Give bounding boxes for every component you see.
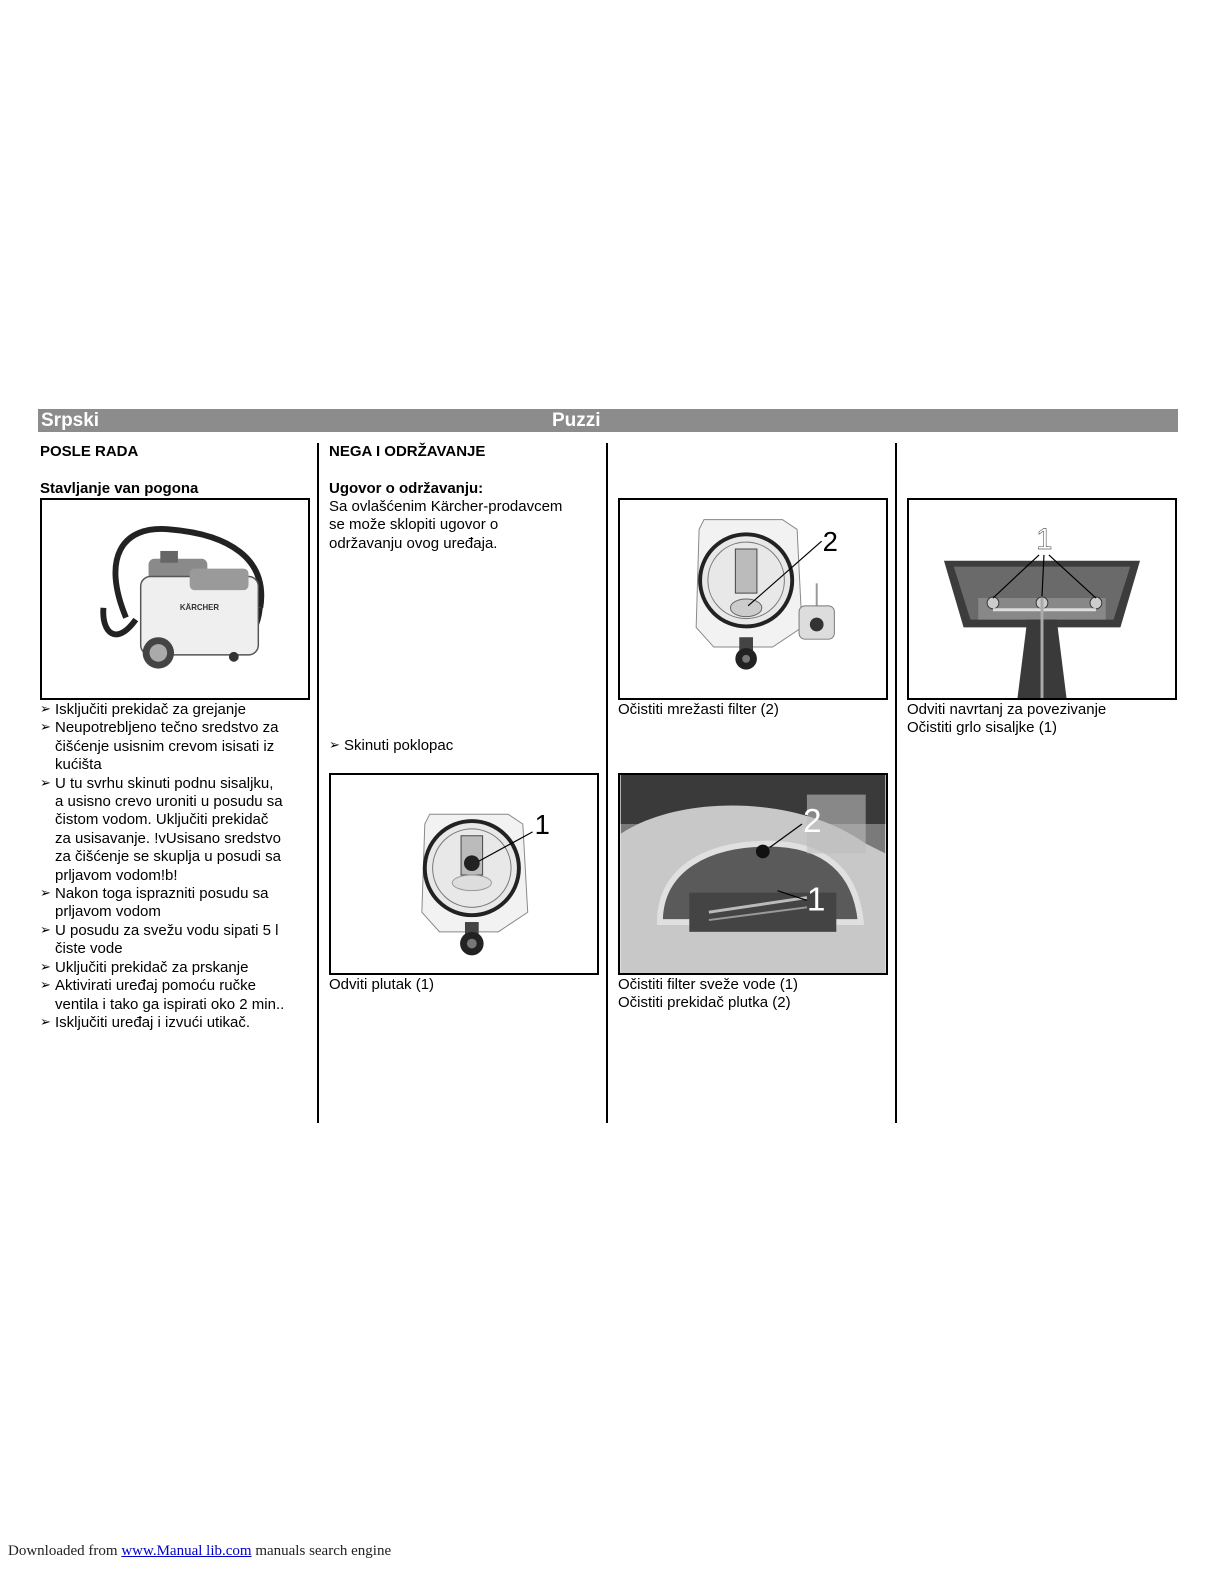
contract-text-line: se može sklopiti ugovor o [329,516,499,534]
callout-number: 2 [802,802,822,840]
column-divider [895,443,897,1123]
figure-float-unscrew [329,773,599,975]
figure-mesh-filter [618,498,888,700]
callout-number: 2 [822,525,838,557]
figure-nozzle [907,498,1177,700]
list-item [40,959,310,977]
figure-caption-line: Očistiti grlo sisaljke (1) [907,719,1058,737]
footer-prefix: Downloaded from [8,1543,118,1559]
brand-label: KÄRCHER [179,602,220,612]
list-item-line: ➢ Uključiti prekidač za prskanje [55,958,249,976]
list-item-line: ➢ U posudu za svežu vodu sipati 5 l [55,921,279,939]
list-item-line: ➢ Isključiti uređaj i izvući utikač. [55,1013,251,1031]
figure-caption: Očistiti mrežasti filter (2) [618,701,779,718]
list-item-line: za čišćenje se skuplja u posudi sa [55,848,281,866]
callout-number: 1 [534,808,550,840]
section-heading-maintenance: NEGA I ODRŽAVANJE [329,443,486,460]
list-item-line: čišćenje usisnim crevom isisati iz [55,737,275,755]
list-item-line: ➢ Aktivirati uređaj pomoću ručke [55,977,256,995]
nozzle-illustration [909,500,1175,698]
manualslib-link[interactable]: www.Manual lib.com [121,1543,252,1559]
section-header-bar [38,409,1178,432]
list-item [40,977,310,1014]
figure-fresh-water-filter [618,773,888,975]
product-title: Puzzi [552,410,601,431]
list-item-line: čistom vodom. Uključiti prekidač [55,811,269,829]
contract-text-line: Sa ovlašćenim Kärcher-prodavcem [329,498,563,515]
column-divider [606,443,608,1123]
tank-lid-illustration [331,775,597,973]
list-item-line: ventila i tako ga ispirati oko 2 min.. [55,995,285,1013]
list-item-line: ➢ Nakon toga isprazniti posudu sa [55,885,269,903]
list-item [40,701,310,719]
figure-caption-line: Očistiti prekidač plutka (2) [618,994,791,1012]
subheading-maintenance-contract: Ugovor o održavanju: [329,480,484,497]
download-footer [8,1543,391,1560]
list-item [40,719,310,774]
column-divider [317,443,319,1123]
list-item [40,885,310,922]
list-item-line: ➢ Neupotrebljeno tečno sredstvo za [55,719,279,737]
list-item-line: čiste vode [55,940,123,958]
machine-illustration [42,500,308,698]
list-item [40,1014,310,1032]
mesh-filter-illustration [620,500,886,698]
callout-number: 1 [806,881,826,919]
list-item-line: za usisavanje. !vUsisano sredstvo [55,829,281,847]
list-item [40,922,310,959]
list-item: ➢ Skinuti poklopac [329,737,453,755]
language-label: Srpski [41,410,100,431]
remove-lid-list [329,737,453,755]
figure-caption-line: Odviti navrtanj za povezivanje [907,701,1107,718]
callout-number: 1 [1036,523,1053,557]
figure-machine [40,498,310,700]
contract-text-line: održavanju ovog uređaja. [329,534,498,552]
list-item-line: a usisno crevo uroniti u posudu sa [55,793,283,811]
footer-suffix: manuals search engine [255,1543,392,1559]
list-item-line: prljavom vodom!b! [55,866,178,884]
list-item-line: kućišta [55,756,102,774]
section-heading-after-work: POSLE RADA [40,443,139,460]
list-item-line: ➢ U tu svrhu skinuti podnu sisaljku, [55,774,274,792]
shutdown-steps-list [40,701,310,1032]
list-item-line: prljavom vodom [55,903,161,921]
figure-caption: Odviti plutak (1) [329,976,435,993]
list-item-line: ➢ Isključiti prekidač za grejanje [55,701,246,718]
subheading-shutdown: Stavljanje van pogona [40,480,199,497]
figure-caption-line: Očistiti filter sveže vode (1) [618,976,799,993]
list-item [40,775,310,885]
fresh-water-filter-illustration [620,775,886,973]
